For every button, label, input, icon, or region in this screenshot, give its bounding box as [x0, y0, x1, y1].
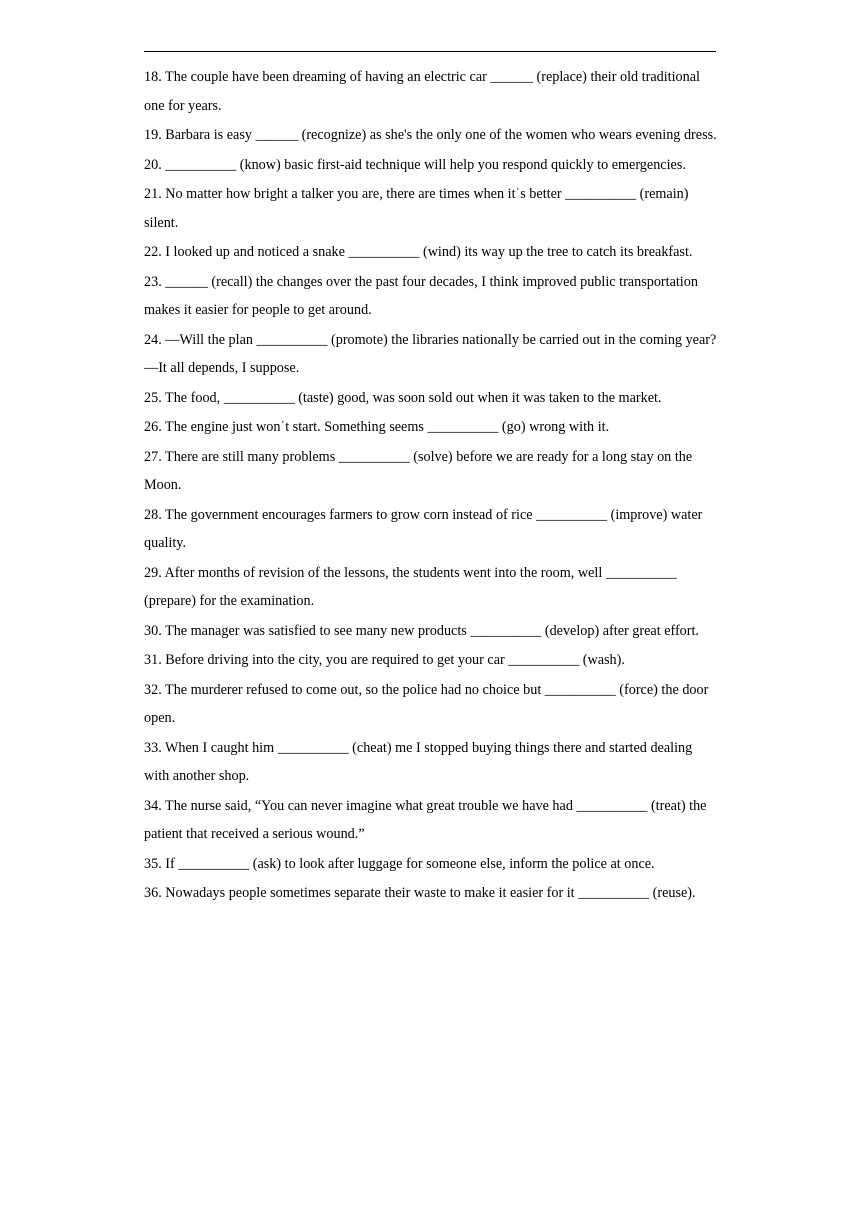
question-text: 33. When I caught him __________ (cheat) me I stopped buying things there and started	[144, 739, 647, 756]
question-text: 29. After months of revision of the lessons, the students went into the room, well __________	[144, 564, 677, 581]
question-27	[144, 443, 718, 500]
question-text: the Moon.	[144, 448, 693, 493]
question-text: 36. Nowadays people sometimes separate their waste to make it easier for it __________	[144, 885, 650, 901]
exercise-list	[144, 63, 718, 909]
question-32	[144, 676, 718, 733]
question-text: 21. No matter how bright a talker you are, there are times when itˈs better __________ (remain)	[144, 186, 689, 202]
question-text: traditional one for years.	[144, 69, 700, 114]
question-text: door open.	[144, 681, 709, 726]
question-text: 23. ______ (recall) the changes over the past four decades, I think improved public	[144, 273, 616, 290]
dialogue-line: —It all depends, I suppose.	[144, 360, 300, 376]
question-21	[144, 180, 718, 237]
question-text: 31. Before driving into the city, you are required to get your car __________ (wash).	[144, 652, 625, 668]
question-number: 24.	[144, 331, 162, 348]
question-text: silent.	[144, 214, 179, 231]
dialogue-line: —Will the plan __________ (promote) the libraries nationally be carried out in the coming	[165, 331, 683, 348]
question-text: 19. Barbara is easy ______ (recognize) as she's the only one of the women who wears evening	[144, 127, 681, 143]
question-text: transportation makes it easier for people to get around.	[144, 273, 698, 318]
question-34	[144, 792, 718, 849]
question-text: 34. The nurse said, “You can never imagine what great trouble we have had __________	[144, 797, 648, 814]
question-text: 30. The manager was satisfied to see many new products __________ (develop) after great	[144, 622, 661, 639]
question-31	[144, 646, 718, 675]
question-24	[144, 326, 718, 383]
question-22	[144, 238, 718, 267]
question-text: (prepare) for the examination.	[144, 593, 315, 609]
question-number: 20.	[144, 156, 162, 173]
question-19	[144, 121, 718, 150]
question-36	[144, 879, 718, 908]
question-18	[144, 63, 718, 120]
question-25	[144, 384, 718, 413]
question-text: 28. The government encourages farmers to grow corn instead of rice __________ (improve)	[144, 506, 668, 523]
question-35	[144, 850, 718, 879]
header-rule	[144, 51, 716, 52]
question-text: (reuse).	[652, 885, 696, 901]
question-text: __________ (know) basic first-aid technique will help you respond quickly to emergencies.	[165, 156, 686, 173]
question-text: 27. There are still many problems __________ (solve) before we are ready for a long stay on	[144, 448, 672, 465]
question-text: dress.	[683, 127, 717, 143]
question-26	[144, 413, 718, 442]
question-text: (treat) the patient that received a serious wound.”	[144, 797, 707, 842]
question-23	[144, 268, 718, 325]
question-text: 25. The food, __________ (taste) good, was soon sold out when it was taken to the market.	[144, 389, 662, 406]
question-text: 32. The murderer refused to come out, so the police had no choice but __________ (force) the	[144, 681, 679, 698]
dialogue-line: year?	[685, 331, 717, 348]
question-text: 18. The couple have been dreaming of having an electric car ______ (replace) their old	[144, 69, 639, 85]
question-text: 22. I looked up and noticed a snake __________ (wind) its way up the tree to catch its	[144, 244, 634, 260]
question-29	[144, 559, 718, 616]
question-text: 26. The engine just wonˈt start. Something seems __________ (go) wrong with it.	[144, 419, 610, 435]
question-30	[144, 617, 718, 646]
question-20	[144, 151, 718, 180]
question-text: dealing with another shop.	[144, 739, 693, 784]
question-28	[144, 501, 718, 558]
question-text: effort.	[664, 622, 699, 639]
question-text: water quality.	[144, 506, 703, 551]
question-text: breakfast.	[636, 244, 693, 260]
question-33	[144, 734, 718, 791]
question-text: 35. If __________ (ask) to look after luggage for someone else, inform the police at once.	[144, 855, 655, 872]
